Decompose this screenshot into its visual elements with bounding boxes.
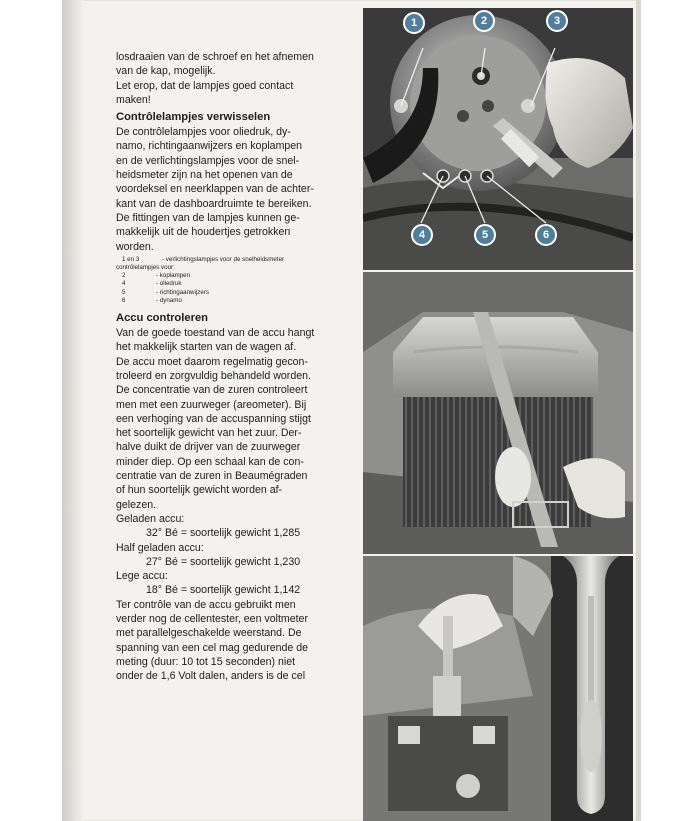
photo-marker-2: 2 <box>473 10 495 32</box>
text-line: heidsmeter zijn na het openen van de <box>116 169 293 182</box>
text-line: gelezen. <box>116 498 157 511</box>
photo-marker-3: 3 <box>546 10 568 32</box>
page-edge <box>636 0 641 821</box>
legend-row: 5 - richtingaanwijzers <box>116 289 350 297</box>
text-line: Ter contrôle van de accu gebruikt men <box>116 598 296 611</box>
text-line: worden. <box>116 240 154 253</box>
text-line: en de verlichtingslampjes voor de snel- <box>116 154 300 167</box>
battery-photo <box>363 272 633 554</box>
text-line: centratie van de zuren in Beaumégraden <box>116 470 308 483</box>
text-line: of hun soortelijk gewicht worden af- <box>116 484 283 497</box>
legend-value: koplampen <box>159 272 191 280</box>
text-line: meting (duur: 10 tot 15 seconden) niet <box>116 655 296 668</box>
legend-value: oliedruk <box>159 280 182 288</box>
photo-marker-1: 1 <box>403 12 425 34</box>
legend-row: 2 - koplampen <box>116 272 350 280</box>
section-heading-lamps: Contrôlelampjes verwisselen <box>116 111 271 124</box>
text-column <box>116 50 350 684</box>
legend-key: 5 <box>122 288 126 296</box>
text-line: namo, richtingaanwijzers en koplampen <box>116 140 303 153</box>
value-label: Geladen accu: <box>116 512 185 525</box>
text-line: De accu moet daarom regelmatig gecon- <box>116 355 308 368</box>
legend-row: 4 - oliedruk <box>116 280 350 288</box>
lamps-paragraph <box>116 125 350 254</box>
legend-row: 1 en 3 - verlichtingslampjes voor de snelheidsmeter <box>116 256 350 264</box>
text-line: De concentratie van de zuren controleert <box>116 384 308 397</box>
text-line: losdraaien van de schroef en het afnemen <box>116 51 314 63</box>
photo-marker-4: 4 <box>411 224 433 246</box>
value-reading: 32° Bé = soortelijk gewicht 1,285 <box>146 527 301 540</box>
photo-marker-5: 5 <box>474 224 496 246</box>
legend-value: richtingaanwijzers <box>159 288 209 296</box>
text-line: Let erop, dat de lampjes goed contact <box>116 79 294 92</box>
legend-key: 2 <box>122 272 126 280</box>
legend-key: 6 <box>122 296 126 304</box>
page-gutter-shadow <box>62 0 84 821</box>
text-line: De fittingen van de lampjes kunnen ge- <box>116 211 300 224</box>
text-line: het makkelijk starten van de wagen af. <box>116 341 297 354</box>
legend-row <box>116 264 350 272</box>
legend-value: dynamo <box>159 296 182 304</box>
legend-row: 6 - dynamo <box>116 297 350 305</box>
text-line: men met een zuurweger (areometer). Bij <box>116 398 307 411</box>
photo-legend <box>116 256 350 305</box>
speedometer-illustration <box>363 8 633 270</box>
text-line: verder nog de cellentester, een voltmeter <box>116 613 308 626</box>
speedometer-photo <box>363 8 633 270</box>
value-reading: 18° Bé = soortelijk gewicht 1,142 <box>146 584 301 597</box>
text-line: van de kap, mogelijk. <box>116 65 216 78</box>
text-line: troleerd en zorgvuldig behandeld worden. <box>116 369 311 382</box>
photo-marker-6: 6 <box>535 224 557 246</box>
value-reading: 27° Bé = soortelijk gewicht 1,230 <box>146 555 301 568</box>
text-line: onder de 1,6 Volt dalen, anders is de cel <box>116 670 306 683</box>
hydrometer-photo <box>363 556 633 821</box>
battery-paragraph <box>116 326 350 512</box>
text-line: met parallelgeschakelde weerstand. De <box>116 627 302 640</box>
text-line: een verhoging van de accuspanning stijgt <box>116 412 311 425</box>
intro-paragraph <box>116 50 350 107</box>
text-line: het soortelijk gewicht van het zuur. Der- <box>116 427 302 440</box>
battery-illustration <box>363 272 633 554</box>
text-line: halve duikt de drijver van de zuurweger <box>116 441 301 454</box>
legend-value: verlichtingslampjes voor de snelheidsmeter <box>165 255 285 263</box>
section-heading-battery: Accu controleren <box>116 312 209 325</box>
value-label: Lege accu: <box>116 570 168 583</box>
text-line: minder diep. Op een schaal kan de con- <box>116 455 304 468</box>
text-line: maken! <box>116 93 151 106</box>
text-line: kant van de dashboardruimte te bereiken. <box>116 197 312 210</box>
density-values <box>116 512 350 598</box>
text-line: Van de goede toestand van de accu hangt <box>116 327 315 340</box>
value-label: Half geladen accu: <box>116 541 204 554</box>
text-line: voordeksel en neerklappen van de achter- <box>116 183 314 196</box>
legend-value: contrôlelampjes voor: <box>116 264 175 272</box>
hydrometer-illustration <box>363 556 633 821</box>
text-line: De contrôlelampjes voor oliedruk, dy- <box>116 126 291 139</box>
legend-key: 1 en 3 <box>122 255 140 263</box>
legend-key: 4 <box>122 280 126 288</box>
closing-paragraph <box>116 598 350 684</box>
text-line: makkelijk uit de houdertjes getrokken <box>116 226 291 239</box>
text-line: spanning van een cel mag gedurende de <box>116 641 309 654</box>
